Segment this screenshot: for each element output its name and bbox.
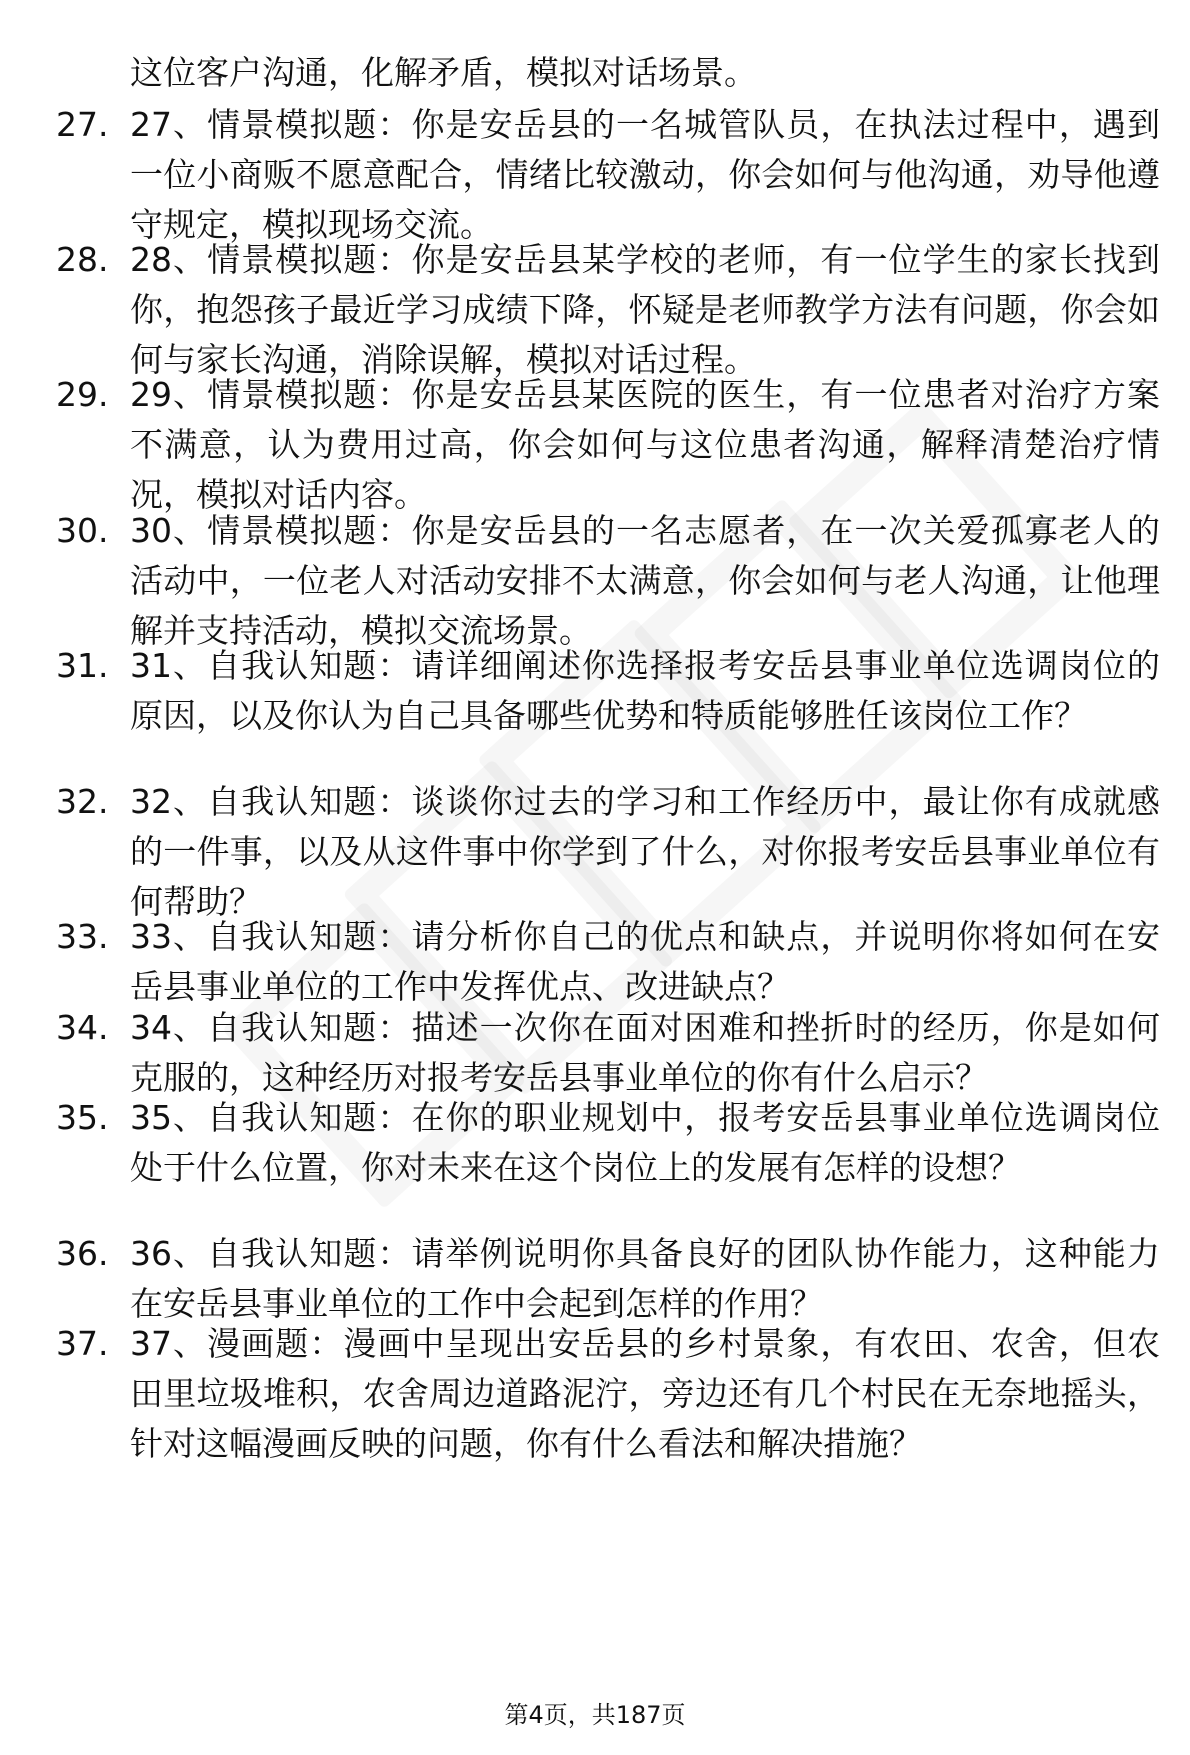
question-number: 36. [56,1234,109,1273]
question-number: 29. [56,375,109,414]
question-text: 35、自我认知题：在你的职业规划中，报考安岳县事业单位选调岗位处于什么位置，你对未来在这个岗位上的发展有怎样的设想？ [130,1098,1160,1187]
question-number: 30. [56,511,109,550]
question-text: 30、情景模拟题：你是安岳县的一名志愿者，在一次关爱孤寡老人的活动中，一位老人对活动安排不太满意，你会如何与老人沟通，让他理解并支持活动，模拟交流场景。 [130,511,1160,650]
question-number: 32. [56,782,109,821]
question-text: 28、情景模拟题：你是安岳县某学校的老师，有一位学生的家长找到你，抱怨孩子最近学习成绩下降，怀疑是老师教学方法有问题，你会如何与家长沟通，消除误解，模拟对话过程。 [130,240,1160,379]
question-number: 34. [56,1008,109,1047]
question-number: 31. [56,646,109,685]
question-text: 37、漫画题：漫画中呈现出安岳县的乡村景象，有农田、农舍，但农田里垃圾堆积，农舍周边道路泥泞，旁边还有几个村民在无奈地摇头，针对这幅漫画反映的问题，你有什么看法和解决措施？ [130,1324,1160,1463]
question-text: 33、自我认知题：请分析你自己的优点和缺点，并说明你将如何在安岳县事业单位的工作中发挥优点、改进缺点？ [130,917,1160,1006]
question-text: 36、自我认知题：请举例说明你具备良好的团队协作能力，这种能力在安岳县事业单位的工作中会起到怎样的作用？ [130,1234,1160,1323]
question-number: 35. [56,1098,109,1137]
question-text: 31、自我认知题：请详细阐述你选择报考安岳县事业单位选调岗位的原因，以及你认为自己具备哪些优势和特质能够胜任该岗位工作？ [130,646,1160,735]
question-number: 28. [56,240,109,279]
question-number: 33. [56,917,109,956]
question-number: 37. [56,1324,109,1363]
question-text: 29、情景模拟题：你是安岳县某医院的医生，有一位患者对治疗方案不满意，认为费用过高，你会如何与这位患者沟通，解释清楚治疗情况，模拟对话内容。 [130,375,1160,514]
question-text: 34、自我认知题：描述一次你在面对困难和挫折时的经历，你是如何克服的，这种经历对报考安岳县事业单位的你有什么启示？ [130,1008,1160,1097]
continuation-line: 这位客户沟通，化解矛盾，模拟对话场景。 [130,53,757,92]
question-number: 27. [56,105,109,144]
question-text: 32、自我认知题：谈谈你过去的学习和工作经历中，最让你有成就感的一件事，以及从这件事中你学到了什么，对你报考安岳县事业单位有何帮助？ [130,782,1160,921]
page-footer: 第4页，共187页 [504,1701,686,1729]
question-text: 27、情景模拟题：你是安岳县的一名城管队员，在执法过程中，遇到一位小商贩不愿意配合，情绪比较激动，你会如何与他沟通，劝导他遵守规定，模拟现场交流。 [130,105,1160,244]
